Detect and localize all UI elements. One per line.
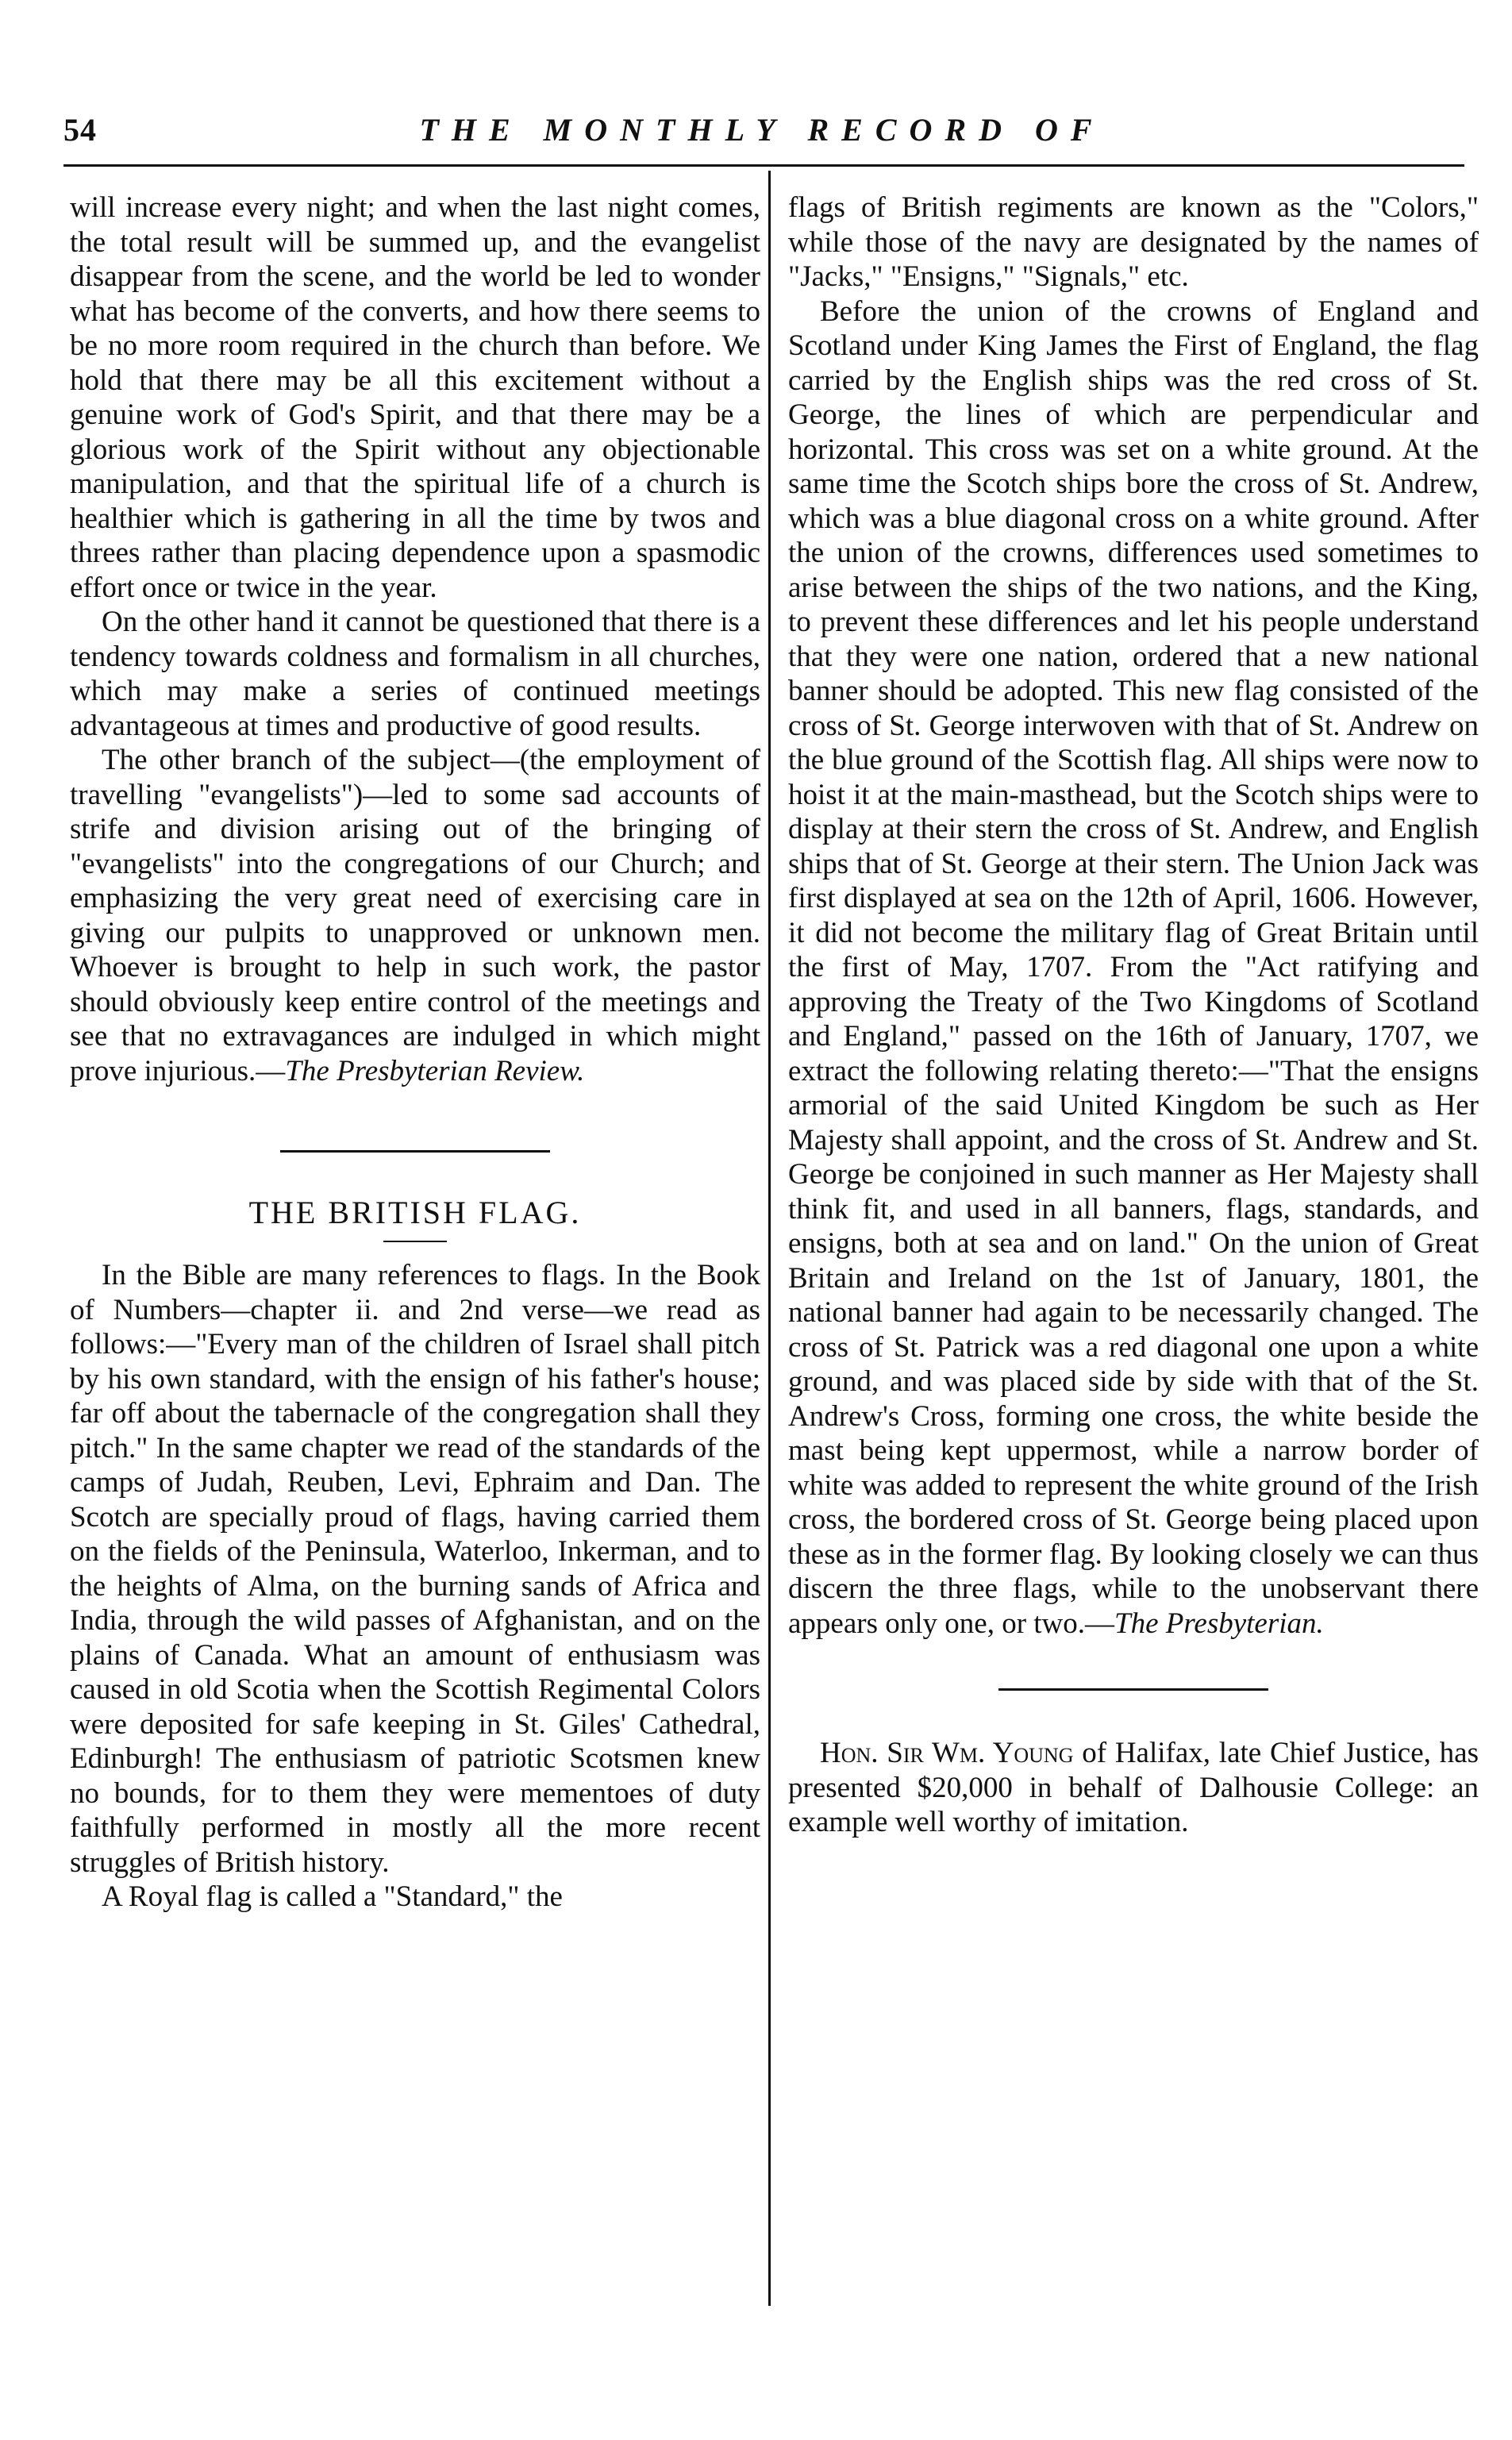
source-citation: The Presbyterian Review. bbox=[285, 1054, 585, 1087]
section-break bbox=[788, 1641, 1479, 1736]
article-paragraph: flags of British regiments are known as the "Colors," while those of the navy are designated by the names of "Jacks," "Ensigns," "Signals," etc. bbox=[788, 191, 1479, 293]
section-divider-rule bbox=[280, 1150, 550, 1153]
heading-rule bbox=[383, 1241, 447, 1242]
article-paragraph bbox=[70, 743, 760, 1088]
running-title: THE MONTHLY RECORD OF bbox=[419, 112, 1105, 148]
article-paragraph bbox=[788, 294, 1479, 1641]
source-citation: The Presbyterian. bbox=[1114, 1607, 1324, 1640]
left-column bbox=[70, 191, 760, 1915]
article-paragraph: On the other hand it cannot be questioned that there is a tendency towards coldness and formalism in all churches, which may make a series of continued meetings advantageous at times and productive of good results. bbox=[70, 606, 760, 742]
section-divider-rule bbox=[998, 1688, 1268, 1691]
section-break bbox=[70, 1088, 760, 1183]
article-paragraph-text: Before the union of the crowns of England and Scotland under King James the First of England, the flag carried by the English ships was the red cross of St. George, the lines of which are perpendicular and horizontal. This cross was set on a white ground. At the same time the Scotch ships bore the cross of St. Andrew, which was a blue diagonal cross on a white ground. After the union of the crowns, differences used sometimes to arise between the ships of the two nations, and the King, to prevent these differences and let his people understand that they were one nation, ordered that a new national banner should be adopted. This new flag consisted of the cross of St. George interwoven with that of St. Andrew on the blue ground of the Scottish flag. All ships were now to hoist it at the main-masthead, but the Scotch ships were to display at their stern the cross of St. Andrew, and English ships that of St. George at their stern. The Union Jack was first displayed at sea on the 12th of April, 1606. However, it did not become the military flag of Great Britain until the first of May, 1707. From the "Act ratifying and approving the Treaty of the Two Kingdoms of Scotland and England," passed on the 16th of January, 1707, we extract the following relating thereto:—"That the ensigns armorial of the said United Kingdom be such as Her Majesty shall appoint, and the cross of St. Andrew and St. George be conjoined in such manner as Her Majesty shall think fit, and used in all banners, flags, standards, and ensigns, both at sea and on land." On the union of Great Britain and Ireland on the 1st of January, 1801, the national banner had again to be necessarily changed. The cross of St. Patrick was a red diagonal one upon a white ground, and was placed side by side with that of the St. Andrew's Cross, forming one cross, the white beside the mast being kept uppermost, while a narrow border of white was added to represent the white ground of the Irish cross, the bordered cross of St. George being placed upon these as in the former flag. By looking closely we can thus discern the three flags, while to the unobservant there appears only one, or two.— bbox=[788, 294, 1479, 1640]
notice-paragraph bbox=[788, 1736, 1479, 1840]
article-paragraph: A Royal flag is called a "Standard," the bbox=[102, 1880, 563, 1913]
page-number: 54 bbox=[63, 112, 97, 148]
article-paragraph-text: The other branch of the subject—(the employment of travelling "evangelists")—led to some sad accounts of strife and division arising out of the bringing of "evangelists" into the congregations of our Church; and emphasizing the very great need of exercising care in giving our pulpits to unapproved or unknown men. Whoever is brought to help in such work, the pastor should obviously keep entire control of the meetings and see that no extravagances are indulged in which might prove injurious.— bbox=[70, 744, 760, 1087]
page-header bbox=[63, 111, 1460, 159]
column-divider bbox=[768, 171, 771, 2306]
section-heading: THE BRITISH FLAG. bbox=[248, 1195, 582, 1230]
notice-name: Hon. Sir Wm. Young bbox=[820, 1737, 1074, 1769]
article-paragraph: In the Bible are many references to flags. In the Book of Numbers—chapter ii. and 2nd verse—we read as follows:—"Every man of the children of Israel shall pitch by his own standard, with the ensign of his father's house; far off about the tabernacle of the congregation shall they pitch." In the same chapter we read of the standards of the camps of Judah, Reuben, Levi, Ephraim and Dan. The Scotch are specially proud of flags, having carried them on the fields of the Peninsula, Waterloo, Inkerman, and to the heights of Alma, on the burning sands of Africa and India, through the wild passes of Afghanistan, and on the plains of Canada. What an amount of enthusiasm was caused in old Scotia when the Scottish Regimental Colors were deposited for safe keeping in St. Giles' Cathedral, Edinburgh! The enthusiasm of patriotic Scotsmen knew no bounds, for to them they were mementoes of duty faithfully performed in mostly all the more recent struggles of British history. bbox=[70, 1259, 760, 1879]
notice-text: of Halifax, late Chief Justice, has presented $20,000 in behalf of Dalhousie College: an example well worthy of imitation. bbox=[788, 1737, 1479, 1838]
right-column bbox=[788, 191, 1479, 1840]
header-rule bbox=[63, 164, 1464, 167]
article-paragraph: will increase every night; and when the last night comes, the total result will be summed up, and the evangelist disappear from the scene, and the world be led to wonder what has become of the converts, and how there seems to be no more room required in the church than before. We hold that there may be all this excitement without a genuine work of God's Spirit, and that there may be a glorious work of the Spirit without any objectionable manipulation, and that the spiritual life of a church is healthier which is gathering in all the time by twos and threes rather than placing dependence upon a spasmodic effort once or twice in the year. bbox=[70, 191, 760, 604]
